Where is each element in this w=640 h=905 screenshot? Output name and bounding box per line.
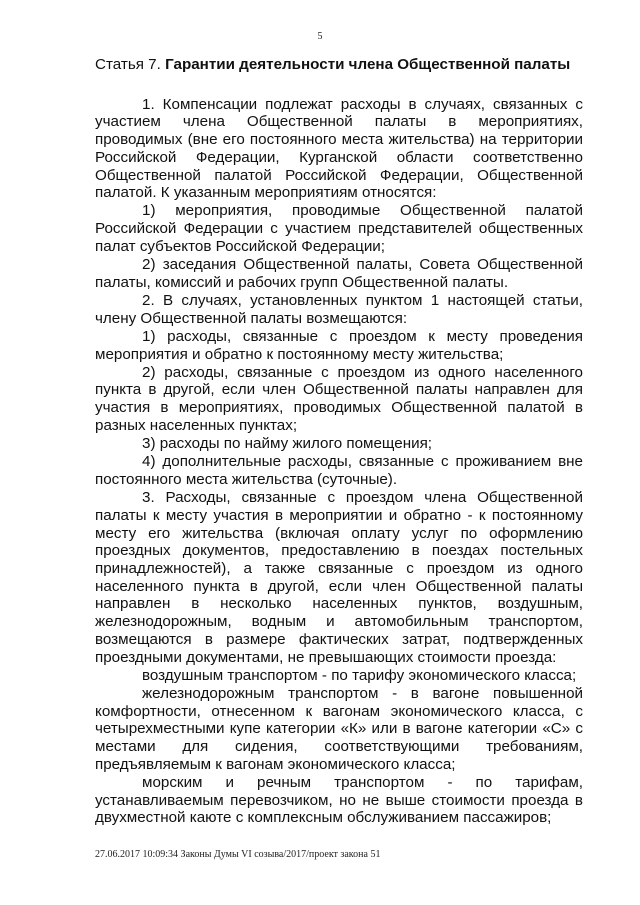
paragraph: 3) расходы по найму жилого помещения; (142, 435, 433, 453)
page-number: 5 (317, 31, 323, 42)
paragraph: 2) заседания Общественной палаты, Совета Общественной палаты, комиссий и рабочих групп Общественной палаты. (95, 256, 583, 291)
paragraph: 1) расходы, связанные с проездом к месту проведения мероприятия и обратно к постоянному месту жительства; (95, 327, 583, 363)
paragraph: 2. В случаях, установленных пунктом 1 настоящей статьи, члену Общественной палаты возмещаются: (95, 291, 583, 327)
paragraph: морским и речным транспортом - по тарифам, устанавливаемым перевозчиком, но не выше стоимости проезда в двухместной каюте с комплексным обслуживанием пассажиров; (95, 773, 583, 827)
document-footer: 27.06.2017 10:09:34 Законы Думы VI созыва/2017/проект закона 51 (95, 849, 381, 860)
paragraph: 3. Расходы, связанные с проездом члена Общественной палаты к месту участия в мероприятии и обратно - к постоянному месту его жительства (включая оплату услуг по оформлению проездных документов, предоставлению в поездах постельных принадлежностей), а также связанные с проездом из одного населенного пункта в другой, если член Общественной палаты направлен в несколько населенных пунктов, воздушным, железнодорожным, водным и автомобильным транспортом, возмещаются в размере фактических затрат, подтвержденных проездными документами, не превышающих стоимости проезда: (95, 489, 583, 666)
article-heading: Гарантии деятельности члена Общественной палаты (165, 56, 571, 73)
document-body (95, 56, 583, 828)
paragraph: 1) мероприятия, проводимые Общественной палатой Российской Федерации с участием представителей общественных палат субъектов Российской Федерации; (95, 202, 583, 255)
paragraph: железнодорожным транспортом - в вагоне повышенной комфортности, отнесенном к вагонам экономического класса, с четырехместными купе категории «К» или в вагоне категории «С» с местами для сидения, соответствующими требованиям, предъявляемым к вагонам экономического класса; (95, 684, 583, 773)
paragraph: воздушным транспортом - по тарифу экономического класса; (142, 666, 577, 684)
paragraph: 2) расходы, связанные с проездом из одного населенного пункта в другой, если член Общественной палаты направлен для участия в мероприятиях, проводимых Общественной палатой в разных населенных пунктах; (95, 363, 583, 434)
article-label: Статья 7. (95, 56, 161, 73)
article-title (95, 56, 583, 74)
paragraph: 4) дополнительные расходы, связанные с проживанием вне постоянного места жительства (суточные). (95, 453, 583, 488)
paragraph: 1. Компенсации подлежат расходы в случаях, связанных с участием члена Общественной палаты в мероприятиях, проводимых (вне его постоянного места жительства) на территории Российской Федерации, Курганской области соответственно Общественной палатой Российской Федерации, Общественной палатой. К указанным мероприятиям относятся: (95, 95, 583, 202)
